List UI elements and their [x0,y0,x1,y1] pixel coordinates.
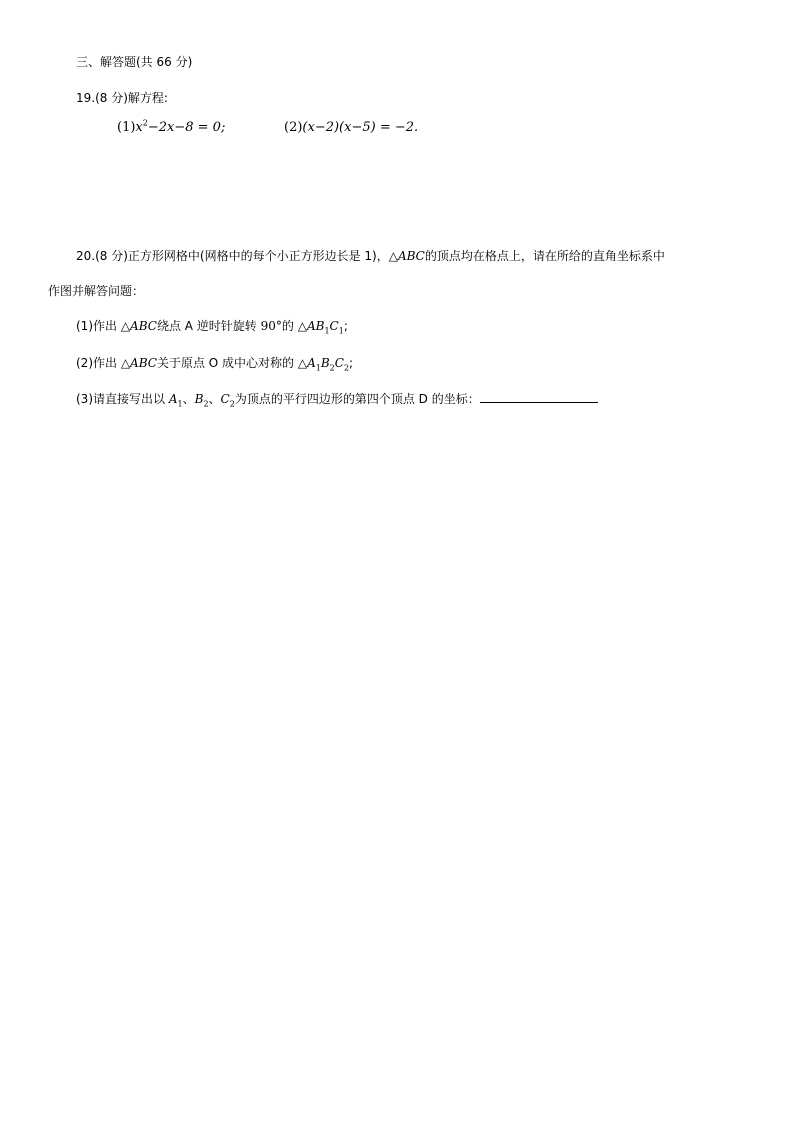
section-title: 三、解答题(共 66 分) [76,55,193,69]
q20-part-2: (2)作出 △ABC关于原点 O 成中心对称的 $\triangle A_1B_2C_2$; [76,356,354,373]
q20-intro-line2: 作图并解答问题： [48,284,145,298]
q19-header: 19.(8 分)解方程: [76,91,168,105]
q20-intro-line1: 20.(8 分)正方形网格中(网格中的每个小正方形边长是 1)，△ABC的顶点均在格点上，请在所给的直角坐标系中 [76,249,665,263]
q20-part-1: (1)作出 △ABC绕点 A 逆时针旋转 90°的 $\triangle AB_1C_1$; [76,319,348,336]
q19-equation-2: (2)(x−2)(x−5) = −2. [284,120,419,135]
q20-part-3: (3)请直接写出以 $A_1$、$B_2$、$C_2$为顶点的平行四边形的第四个顶点 D 的坐标： [76,391,598,407]
answer-blank[interactable] [480,391,598,403]
q19-equation-1: $(1)x^2-2x-8 = 0$; [117,118,226,135]
